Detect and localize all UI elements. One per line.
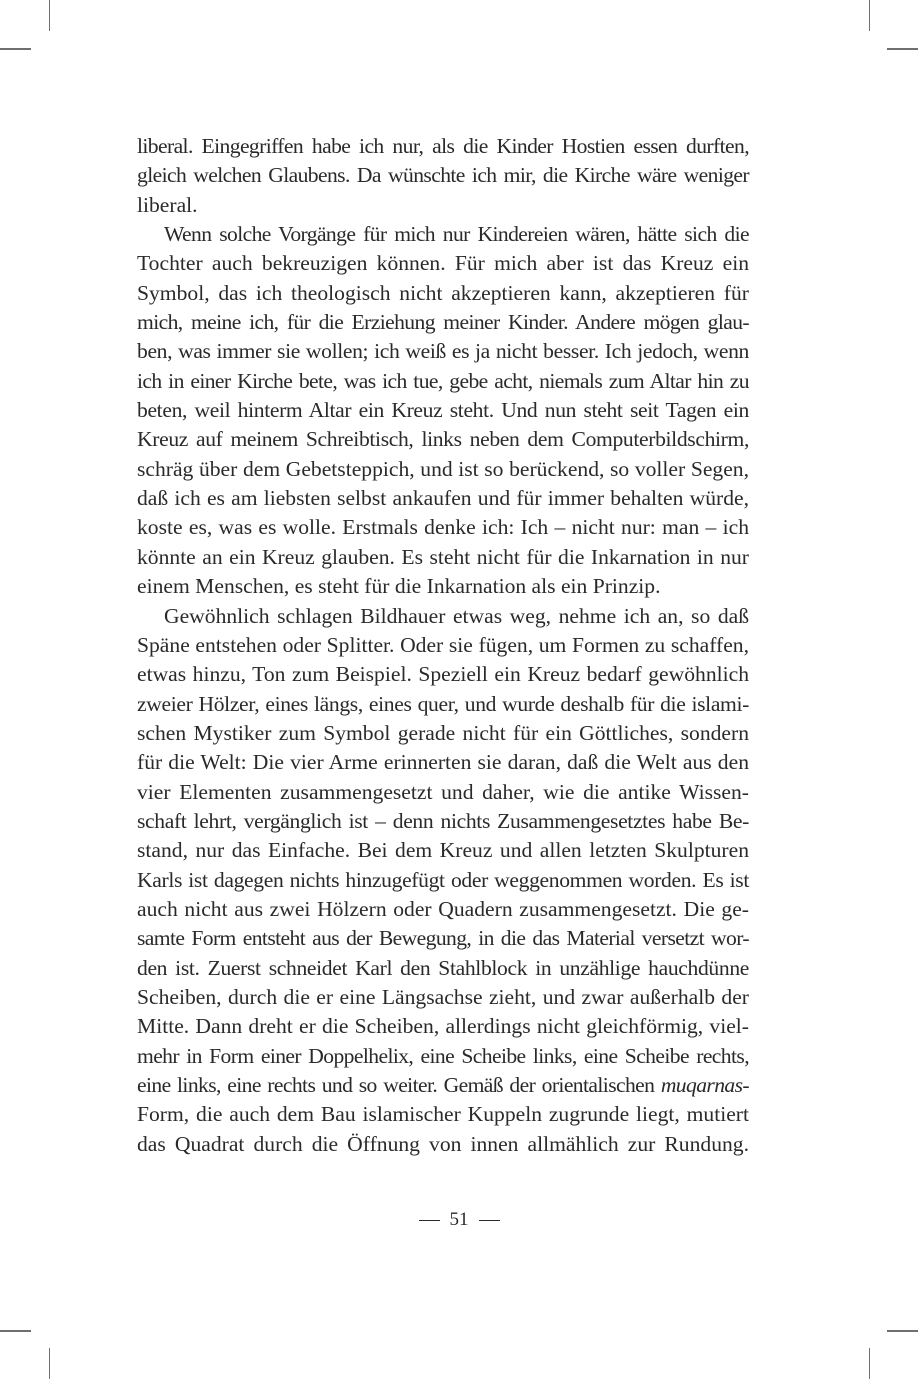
- text-line: Gewöhnlich schlagen Bildhauer etwas weg, nehme ich an, so daß: [164, 603, 749, 628]
- text-line: das Quadrat durch die Öffnung von innen allmählich zur Rundung.: [137, 1131, 749, 1156]
- text-line: koste es, was es wolle. Erstmals denke ich: Ich – nicht nur: man – ich: [137, 515, 749, 540]
- text-line: Kreuz auf meinem Schreibtisch, links neben dem Computerbildschirm,: [137, 427, 749, 452]
- crop-mark: [887, 1330, 918, 1332]
- paragraph: [137, 602, 749, 1160]
- text-line: liberal.: [137, 192, 198, 217]
- text-line: ben, was immer sie wollen; ich weiß es ja nicht besser. Ich jedoch, wenn: [137, 339, 749, 364]
- crop-mark: [49, 0, 50, 31]
- text-line: beten, weil hinterm Altar ein Kreuz steht. Und nun steht seit Tagen ein: [137, 398, 749, 423]
- text-line: Mitte. Dann dreht er die Scheiben, allerdings nicht gleichförmig, viel-: [137, 1014, 749, 1039]
- text-line: etwas hinzu, Ton zum Beispiel. Speziell ein Kreuz bedarf gewöhnlich: [137, 662, 749, 687]
- text-line: mich, meine ich, für die Erziehung meiner Kinder. Andere mögen glau-: [137, 310, 749, 335]
- crop-mark: [49, 1348, 50, 1379]
- text-line: den ist. Zuerst schneidet Karl den Stahlblock in unzählige hauchdünne: [137, 955, 749, 980]
- body-text: [137, 132, 749, 1159]
- text-run: eine links, eine rechts und so weiter. Gemäß der orientalischen: [137, 1073, 661, 1097]
- text-line: schräg über dem Gebetsteppich, und ist so berückend, so voller Segen,: [137, 456, 749, 481]
- text-line: schen Mystiker zum Symbol gerade nicht für ein Göttliches, sondern: [137, 720, 749, 745]
- italic-term: muqarnas-: [660, 1073, 749, 1097]
- page-number: 51: [449, 1209, 469, 1230]
- text-line: vier Elementen zusammengesetzt und daher, wie die antike Wissen-: [137, 779, 749, 804]
- text-line: zweier Hölzer, eines längs, eines quer, und wurde deshalb für die islami-: [137, 691, 749, 716]
- text-line: stand, nur das Einfache. Bei dem Kreuz und allen letzten Skulpturen: [137, 838, 749, 863]
- text-line: schaft lehrt, vergänglich ist – denn nichts Zusammengesetztes habe Be-: [137, 808, 749, 833]
- text-line: mehr in Form einer Doppelhelix, eine Scheibe links, eine Scheibe rechts,: [137, 1043, 749, 1068]
- text-line: Tochter auch bekreuzigen können. Für mich aber ist das Kreuz ein: [137, 251, 749, 276]
- text-line: Wenn solche Vorgänge für mich nur Kindereien wären, hätte sich die: [164, 222, 749, 247]
- paragraph: [137, 132, 749, 220]
- text-line: Späne entstehen oder Splitter. Oder sie fügen, um Formen zu schaffen,: [137, 632, 749, 657]
- text-line: gleich welchen Glaubens. Da wünschte ich mir, die Kirche wäre weniger: [137, 163, 749, 188]
- paragraph: [137, 220, 749, 601]
- text-line: Form, die auch dem Bau islamischer Kuppeln zugrunde liegt, mutiert: [137, 1102, 749, 1127]
- text-line: Scheiben, durch die er eine Längsachse zieht, und zwar außerhalb der: [137, 984, 749, 1009]
- text-line: könnte an ein Kreuz glauben. Es steht nicht für die Inkarnation in nur: [137, 544, 749, 569]
- text-line: [137, 1071, 749, 1100]
- crop-mark: [0, 48, 31, 50]
- crop-mark: [0, 1330, 31, 1332]
- text-line: daß ich es am liebsten selbst ankaufen und für immer behalten würde,: [137, 486, 749, 511]
- crop-mark: [887, 48, 918, 50]
- folio-dash-right: [479, 1220, 500, 1221]
- text-line: für die Welt: Die vier Arme erinnerten sie daran, daß die Welt aus den: [137, 750, 749, 775]
- page-number-footer: [0, 1209, 918, 1231]
- crop-mark: [869, 1348, 870, 1379]
- text-line: einem Menschen, es steht für die Inkarnation als ein Prinzip.: [137, 574, 661, 599]
- text-line: Karls ist dagegen nichts hinzugefügt oder weggenommen worden. Es ist: [137, 867, 749, 892]
- crop-mark: [869, 0, 870, 31]
- text-line: liberal. Eingegriffen habe ich nur, als die Kinder Hostien essen durften,: [137, 134, 749, 158]
- text-line: ich in einer Kirche bete, was ich tue, gebe acht, niemals zum Altar hin zu: [137, 368, 749, 393]
- text-line: samte Form entsteht aus der Bewegung, in die das Material versetzt wor-: [137, 926, 749, 951]
- text-line: auch nicht aus zwei Hölzern oder Quadern zusammengesetzt. Die ge-: [137, 896, 749, 921]
- text-line: Symbol, das ich theologisch nicht akzeptieren kann, akzeptieren für: [137, 280, 749, 305]
- folio-dash-left: [419, 1220, 440, 1221]
